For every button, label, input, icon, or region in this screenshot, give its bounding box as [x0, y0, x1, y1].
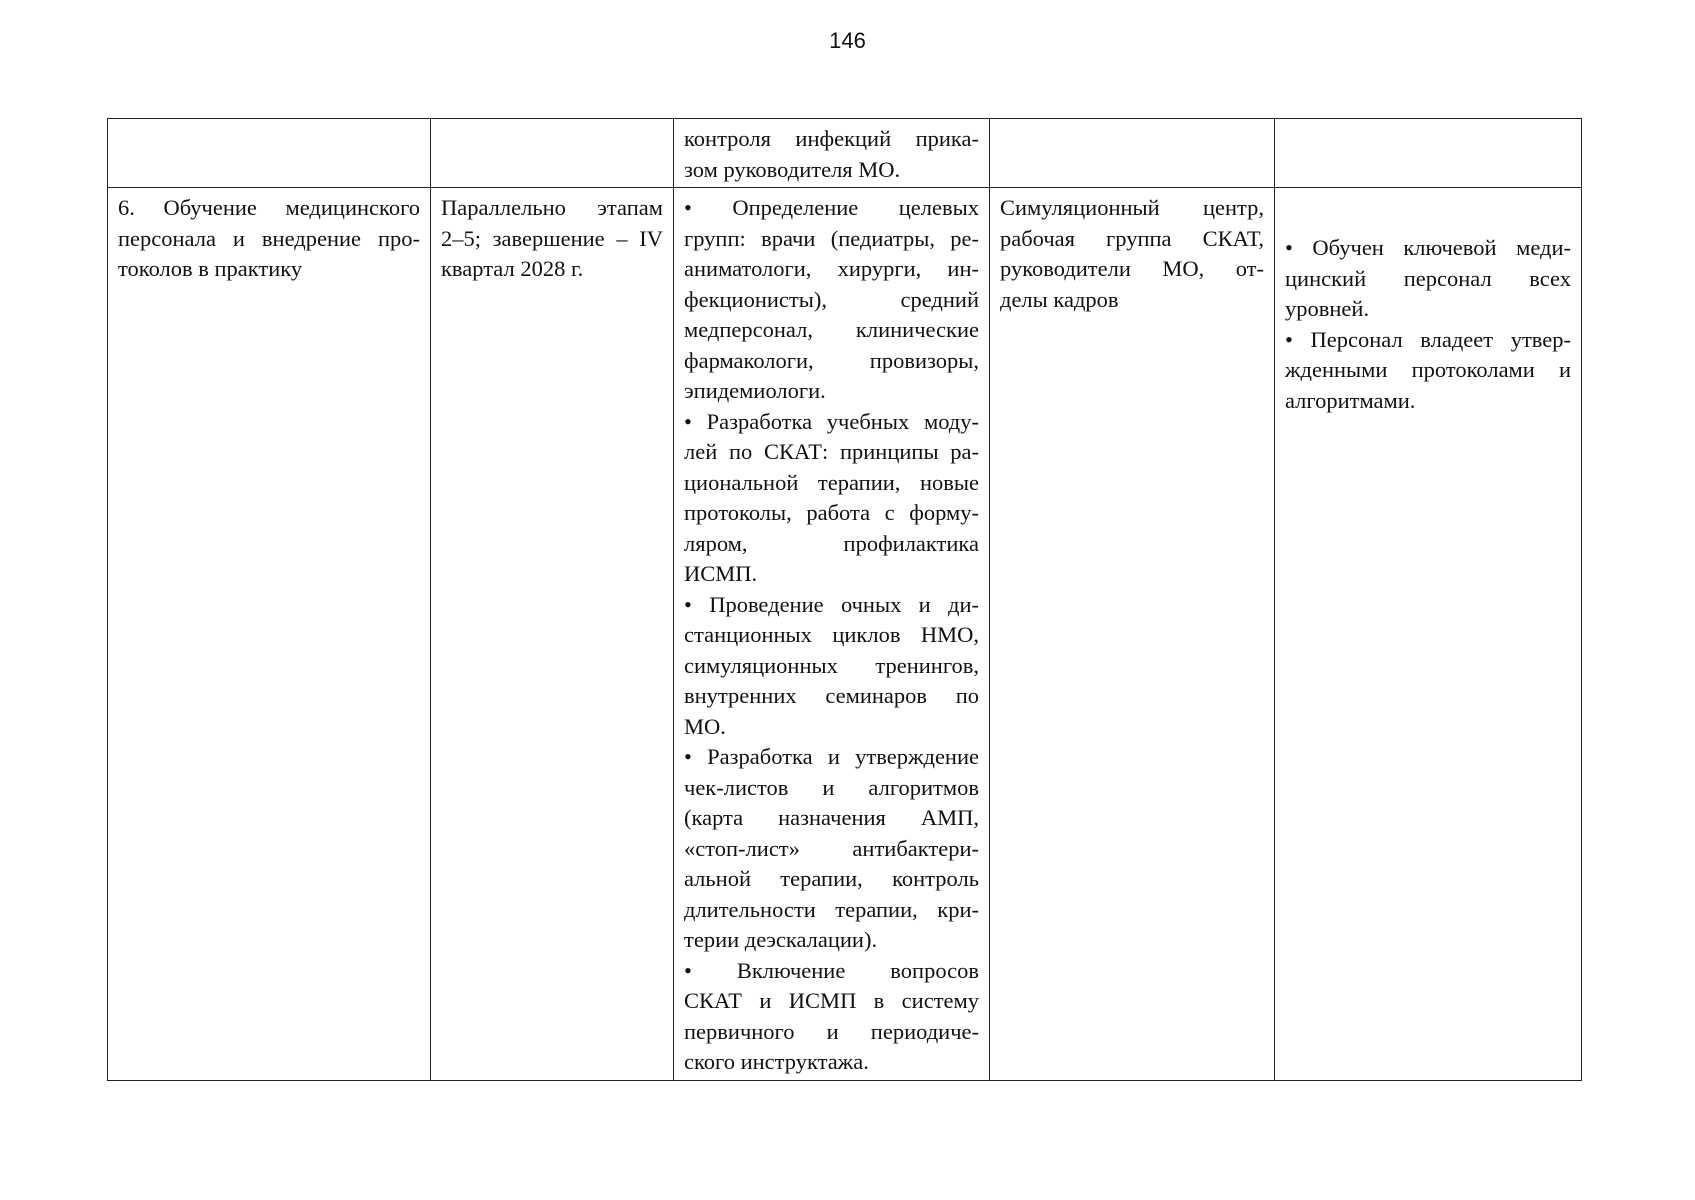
text-line: Параллельно этапам [441, 195, 663, 220]
text-line: ского инструктажа. [684, 1049, 869, 1074]
text-line: циональной терапии, новые [684, 469, 979, 495]
text-line: Симуляционный центр, [1000, 195, 1264, 220]
text-line: • Персонал владеет утвер- [1285, 326, 1571, 352]
text-line: чек-листов и алгоритмов [684, 774, 979, 800]
cell-responsible [990, 119, 1275, 188]
text-line: эпидемиологи. [684, 378, 826, 403]
text-line: 2–5; завершение – IV [441, 225, 663, 251]
text-line: • Разработка учебных моду- [684, 408, 979, 434]
text-line: цинский персонал всех [1285, 265, 1571, 291]
text-line: МО. [684, 713, 726, 739]
text-line: • Определение целевых [684, 195, 979, 220]
text-line: зом руководителя МО. [684, 156, 901, 182]
text-line: групп: врачи (педиатры, ре- [684, 225, 979, 251]
text-line: уровней. [1285, 296, 1370, 321]
text-line: • Проведение очных и ди- [684, 591, 979, 617]
table-row-continued [108, 119, 1582, 188]
cell-timing [431, 188, 674, 1081]
text-line: • Разработка и утверждение [684, 744, 979, 769]
text-line: (карта назначения АМП, [684, 805, 979, 830]
text-line: фекционисты), средний [684, 286, 979, 312]
text-line: • Включение вопросов [684, 957, 979, 983]
cell-result [1275, 188, 1582, 1081]
cell-stage [108, 119, 431, 188]
text-line: первичного и периодиче- [684, 1018, 979, 1044]
text-line: СКАТ и ИСМП в систему [684, 988, 979, 1013]
text-line: внутренних семинаров по [684, 683, 979, 708]
text-line: • Обучен ключевой меди- [1285, 235, 1571, 260]
cell-timing [431, 119, 674, 188]
text-line: симуляционных тренингов, [684, 652, 979, 678]
text-line: длительности терапии, кри- [684, 896, 979, 922]
text-line: фармакологи, провизоры, [684, 347, 979, 373]
cell-lines [1000, 193, 1264, 315]
text-line: станционных циклов НМО, [684, 622, 979, 647]
text-line: медперсонал, клинические [684, 317, 979, 342]
text-line: «стоп-лист» антибактери- [684, 835, 979, 861]
text-line: руководители МО, от- [1000, 256, 1264, 281]
text-line: протоколы, работа с форму- [684, 500, 979, 525]
cell-lines [118, 193, 420, 285]
text-line: жденными протоколами и [1285, 357, 1571, 382]
text-line: аниматологи, хирурги, ин- [684, 256, 979, 281]
text-line: контроля инфекций прика- [684, 126, 979, 151]
cell-actions [674, 188, 990, 1081]
text-line: ляром, профилактика [684, 530, 979, 556]
cell-stage [108, 188, 431, 1081]
text-line: квартал 2028 г. [441, 256, 584, 281]
text-line: 6. Обучение медицинского [118, 195, 420, 220]
page-number: 146 [829, 28, 866, 53]
table-row-stage-6 [108, 188, 1582, 1081]
plan-table [107, 118, 1582, 1081]
cell-responsible [990, 188, 1275, 1081]
text-line: лей по СКАТ: принципы ра- [684, 439, 979, 464]
cell-result [1275, 119, 1582, 188]
text-line: токолов в практику [118, 256, 303, 281]
cell-actions [674, 119, 990, 188]
text-line: терии деэскалации). [684, 927, 878, 952]
cell-lines [1285, 233, 1571, 416]
text-line: алгоритмами. [1285, 387, 1416, 413]
text-line: персонала и внедрение про- [118, 225, 420, 251]
cell-lines [684, 124, 979, 185]
text-line: альной терапии, контроль [684, 866, 979, 891]
text-line: ИСМП. [684, 561, 758, 586]
text-line: делы кадров [1000, 286, 1119, 312]
cell-lines [684, 193, 979, 1078]
text-line: рабочая группа СКАТ, [1000, 225, 1264, 251]
cell-lines [441, 193, 663, 285]
